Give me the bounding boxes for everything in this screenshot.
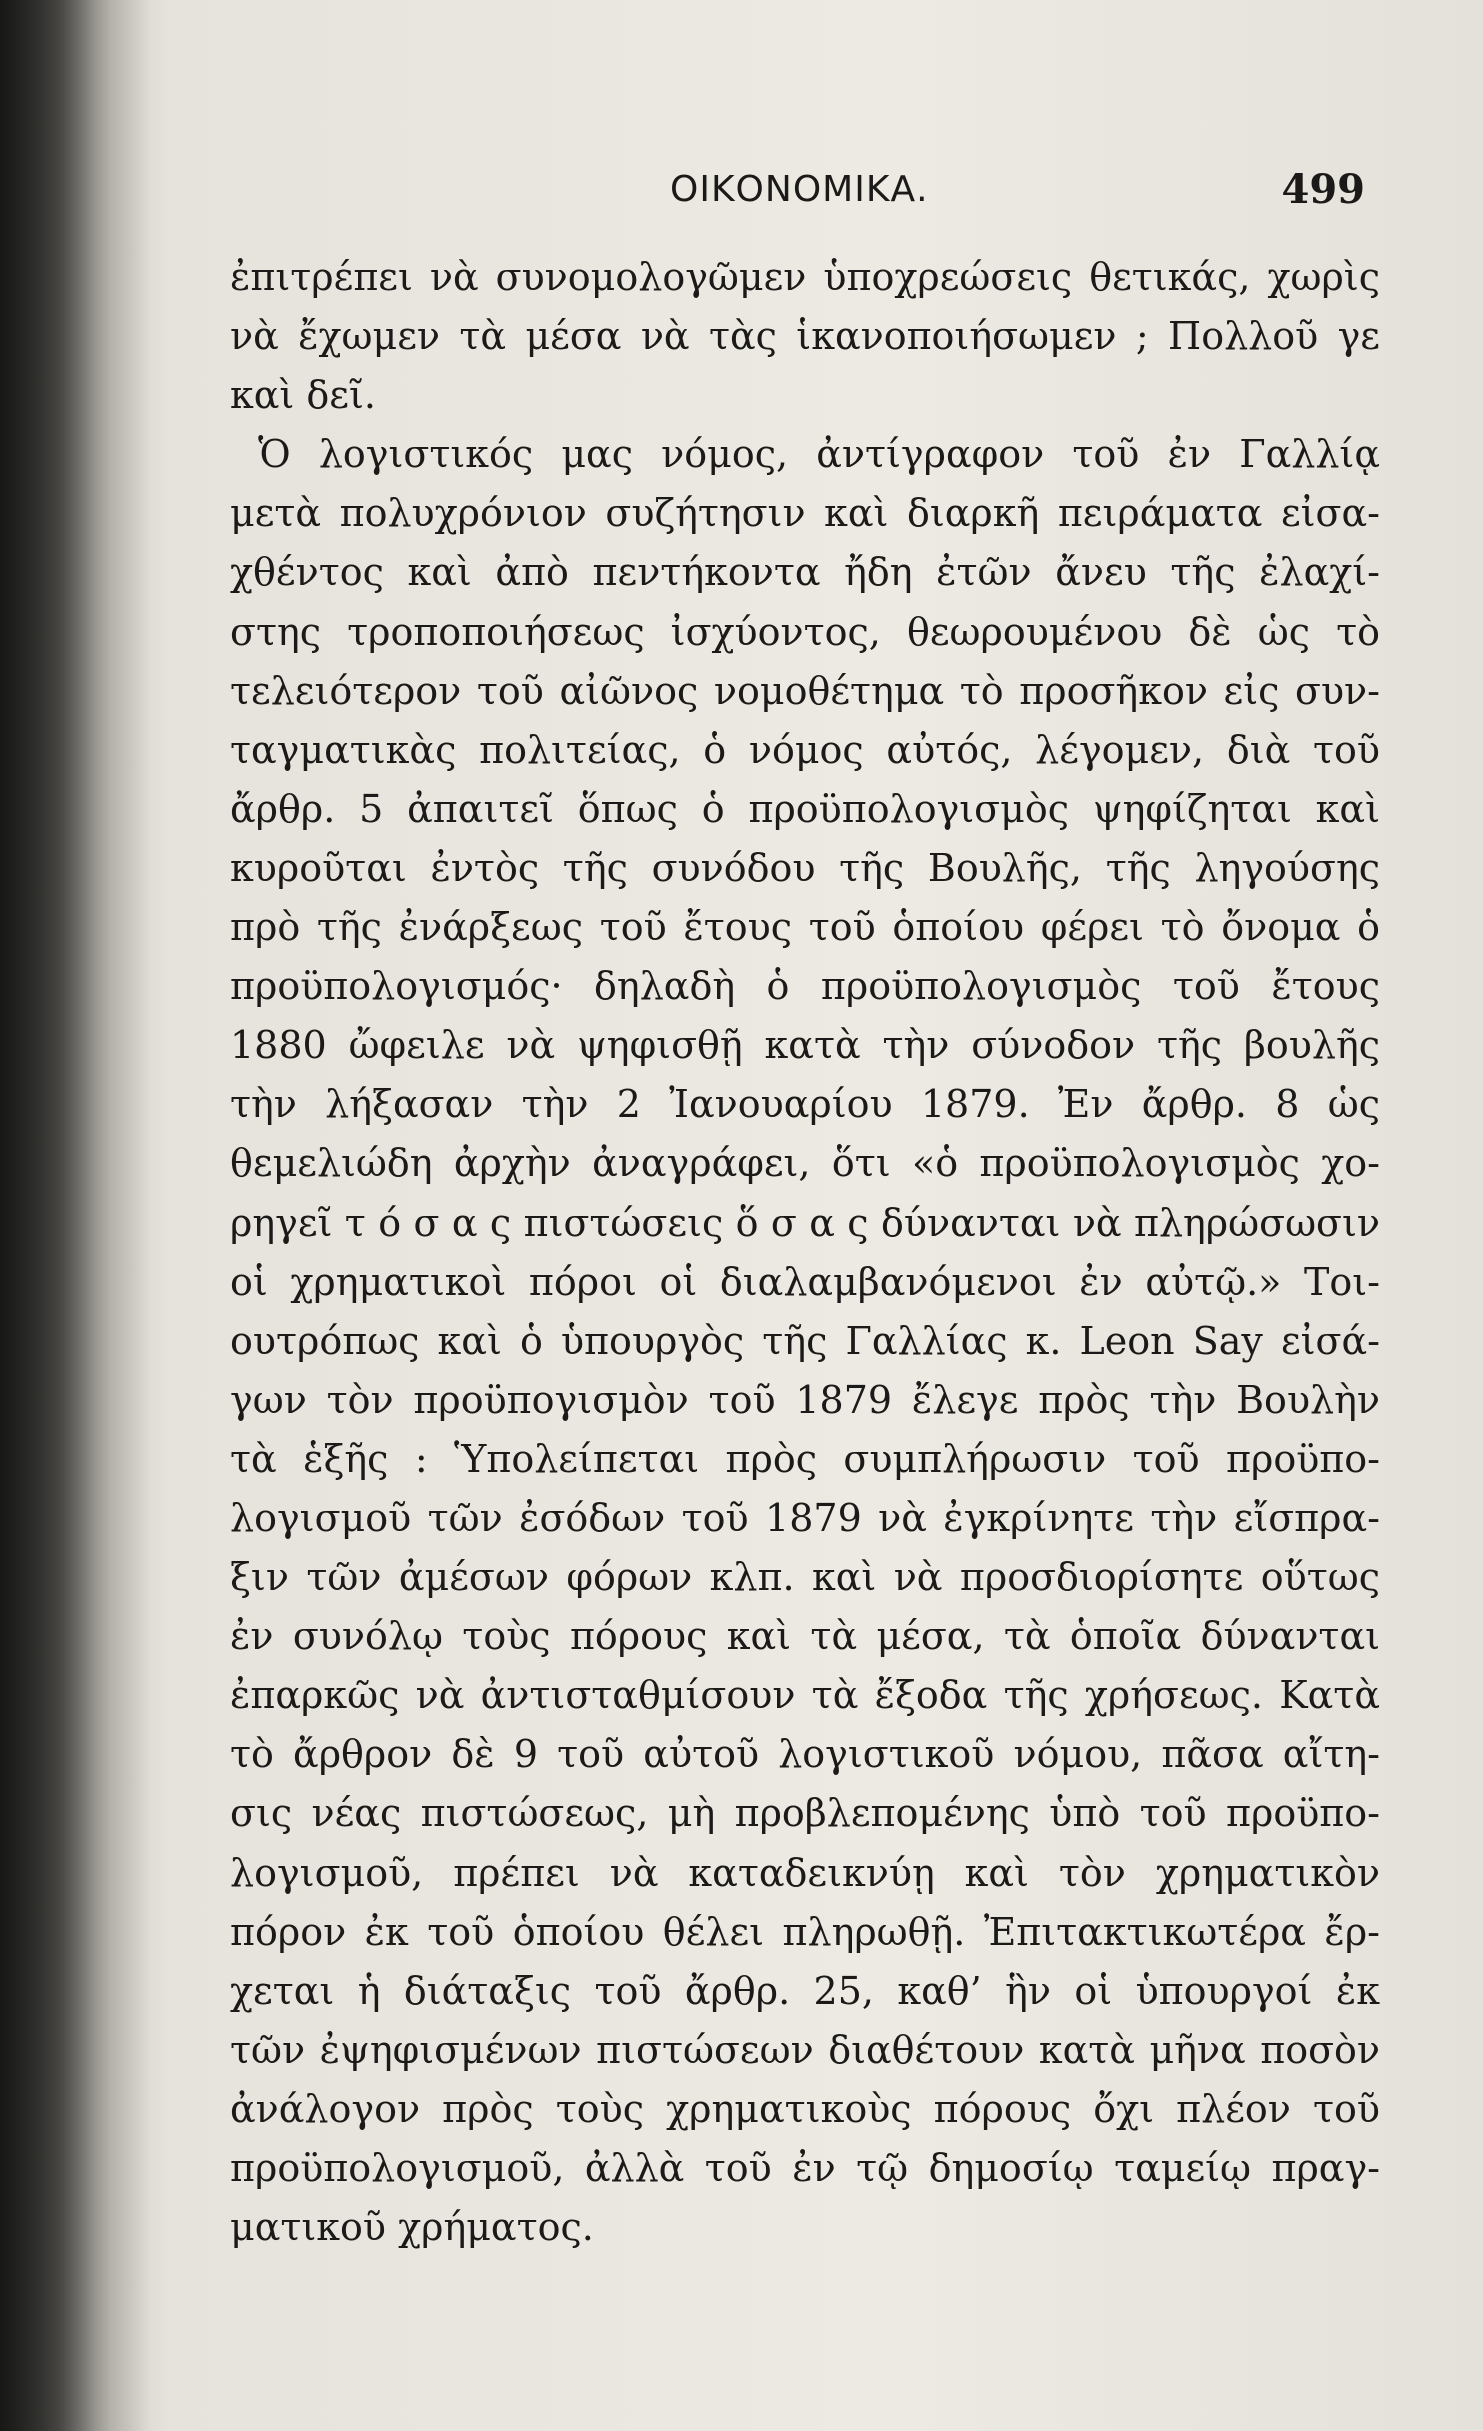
- text-line: ταγματικὰς πολιτείας, ὁ νόμος αὐτός, λέγομεν, διὰ τοῦ: [230, 727, 1380, 772]
- text-line: τὰ ἑξῆς : Ὑπολείπεται πρὸς συμπλήρωσιν τοῦ προϋπο-: [230, 1436, 1380, 1481]
- text-line: ἄρθρ. 5 ἀπαιτεῖ ὅπως ὁ προϋπολογισμὸς ψηφίζηται καὶ: [230, 786, 1380, 831]
- text-line: τῶν ἐψηφισμένων πιστώσεων διαθέτουν κατὰ μῆνα ποσὸν: [230, 2027, 1380, 2072]
- text-line: προϋπολογισμοῦ, ἀλλὰ τοῦ ἐν τῷ δημοσίῳ ταμείῳ πραγ-: [230, 2146, 1380, 2190]
- text-line: ἀνάλογον πρὸς τοὺς χρηματικοὺς πόρους ὄχι πλέον τοῦ: [230, 2086, 1380, 2131]
- text-line: τὴν λήξασαν τὴν 2 Ἰανουαρίου 1879. Ἐν ἄρθρ. 8 ὡς: [230, 1082, 1380, 1127]
- text-line: ουτρόπως καὶ ὁ ὑπουργὸς τῆς Γαλλίας κ. Leon Say εἰσά-: [230, 1318, 1380, 1363]
- text-line: σις νέας πιστώσεως, μὴ προβλεπομένης ὑπὸ τοῦ προϋπο-: [230, 1791, 1380, 1836]
- text-line: μετὰ πολυχρόνιον συζήτησιν καὶ διαρκῆ πειράματα εἰσα-: [230, 491, 1380, 536]
- text-line: λογισμοῦ, πρέπει νὰ καταδεικνύῃ καὶ τὸν χρηματικὸν: [230, 1850, 1380, 1895]
- text-line: νὰ ἔχωμεν τὰ μέσα νὰ τὰς ἱκανοποιήσωμεν ; Πολλοῦ γε: [230, 314, 1380, 359]
- text-line: τελειότερον τοῦ αἰῶνος νομοθέτημα τὸ προσῆκον εἰς συν-: [230, 668, 1380, 713]
- text-line: καὶ δεῖ.: [230, 373, 376, 418]
- text-line: 1880 ὤφειλε νὰ ψηφισθῇ κατὰ τὴν σύνοδον τῆς βουλῆς: [230, 1023, 1380, 1068]
- text-line: γων τὸν προϋπογισμὸν τοῦ 1879 ἔλεγε πρὸς τὴν Βουλὴν: [230, 1377, 1380, 1422]
- text-line: προϋπολογισμός· δηλαδὴ ὁ προϋπολογισμὸς τοῦ ἔτους: [230, 964, 1380, 1009]
- text-line: ξιν τῶν ἀμέσων φόρων κλπ. καὶ νὰ προσδιορίσητε οὕτως: [230, 1555, 1380, 1600]
- text-line: τὸ ἄρθρον δὲ 9 τοῦ αὐτοῦ λογιστικοῦ νόμου, πᾶσα αἴτη-: [230, 1732, 1380, 1777]
- book-binding-shadow: [0, 0, 150, 2431]
- text-line: χθέντος καὶ ἀπὸ πεντήκοντα ἤδη ἐτῶν ἄνευ τῆς ἐλαχί-: [230, 550, 1380, 595]
- text-line: θεμελιώδη ἀρχὴν ἀναγράφει, ὅτι «ὁ προϋπολογισμὸς χο-: [230, 1141, 1380, 1186]
- text-line: πρὸ τῆς ἐνάρξεως τοῦ ἔτους τοῦ ὁποίου φέρει τὸ ὄνομα ὁ: [230, 905, 1380, 950]
- running-header: [250, 160, 1365, 220]
- text-line: χεται ἡ διάταξις τοῦ ἄρθρ. 25, καθ’ ἣν οἱ ὑπουργοί ἐκ: [230, 1968, 1380, 2013]
- page-number: 499: [1281, 166, 1365, 213]
- text-line: λογισμοῦ τῶν ἐσόδων τοῦ 1879 νὰ ἐγκρίνητε τὴν εἴσπρα-: [230, 1495, 1380, 1540]
- paragraph-first-line: Ὁ λογιστικός μας νόμος, ἀντίγραφον τοῦ ἐν Γαλλίᾳ: [258, 432, 1380, 477]
- text-line: πόρον ἐκ τοῦ ὁποίου θέλει πληρωθῇ. Ἐπιτακτικωτέρα ἔρ-: [230, 1909, 1380, 1954]
- body-text: [230, 248, 1380, 2257]
- text-line: ἐν συνόλῳ τοὺς πόρους καὶ τὰ μέσα, τὰ ὁποῖα δύνανται: [230, 1614, 1380, 1659]
- text-line: οἱ χρηματικοὶ πόροι οἱ διαλαμβανόμενοι ἐν αὐτῷ.» Τοι-: [230, 1259, 1380, 1304]
- text-line: ἐπαρκῶς νὰ ἀντισταθμίσουν τὰ ἔξοδα τῆς χρήσεως. Κατὰ: [230, 1673, 1380, 1718]
- running-title: ΟΙΚΟΝΟΜΙΚΑ.: [670, 169, 929, 210]
- text-line: κυροῦται ἐντὸς τῆς συνόδου τῆς Βουλῆς, τῆς ληγούσης: [230, 845, 1380, 890]
- text-line: ματικοῦ χρήματος.: [230, 2205, 594, 2250]
- text-line: ρηγεῖ τ ό σ α ς πιστώσεις ὅ σ α ς δύνανται νὰ πληρώσωσιν: [230, 1200, 1380, 1245]
- text-line: στης τροποποιήσεως ἰσχύοντος, θεωρουμένου δὲ ὡς τὸ: [230, 609, 1380, 654]
- text-line: ἐπιτρέπει νὰ συνομολογῶμεν ὑποχρεώσεις θετικάς, χωρὶς: [230, 255, 1380, 299]
